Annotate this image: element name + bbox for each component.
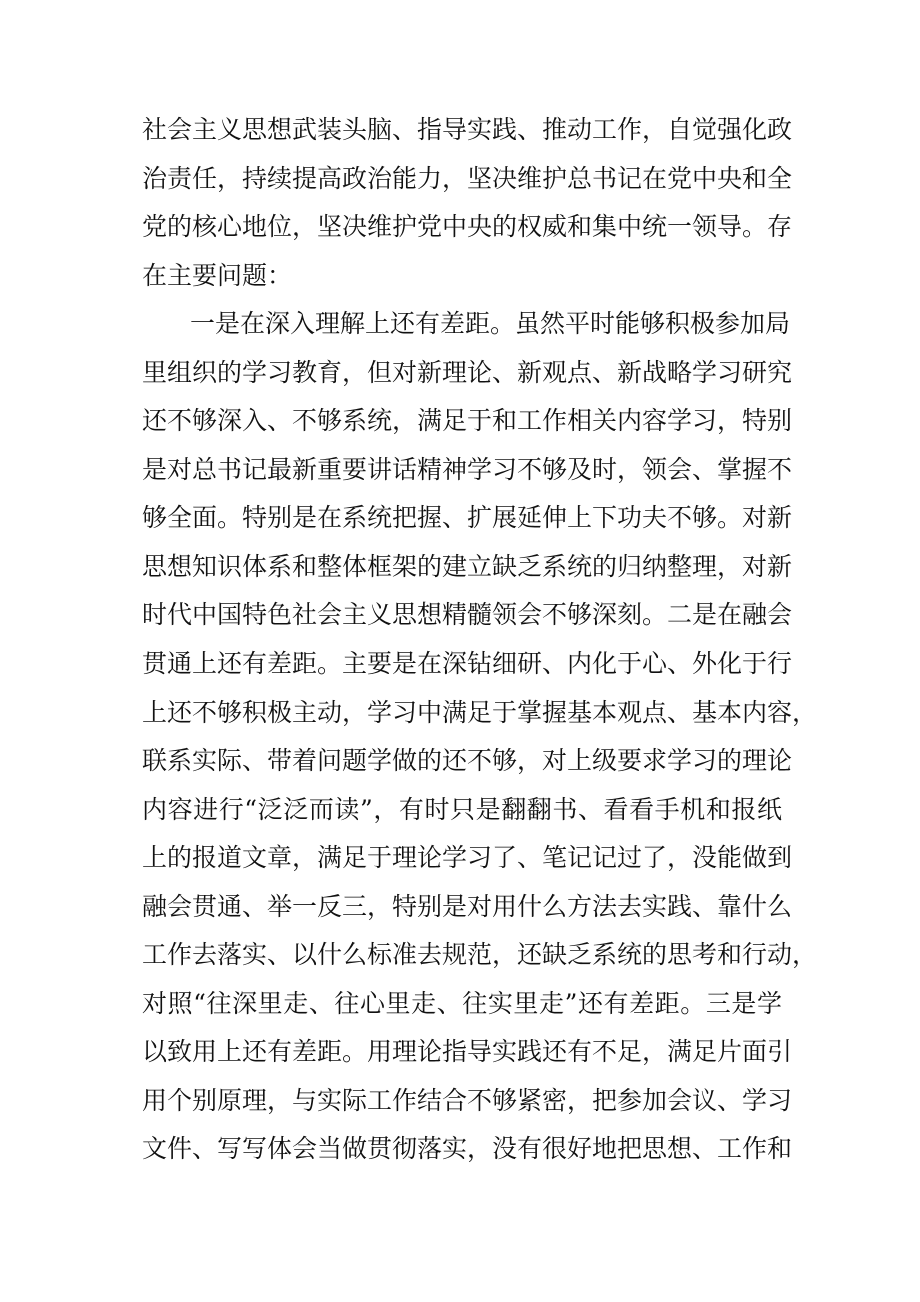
paragraph-first-line: 一是在深入理解上还有差距。虽然平时能够积极参加局 (190, 309, 791, 339)
body-text (142, 106, 818, 1174)
text-line: 在主要问题： (142, 260, 293, 290)
text-line: 社会主义思想武装头脑、指导实践、推动工作，自觉强化政 (142, 115, 793, 144)
text-line: 够全面。特别是在系统把握、扩展延伸上下功夫不够。对新 (142, 503, 793, 533)
text-line: 党的核心地位，坚决维护党中央的权威和集中统一领导。存 (142, 212, 793, 242)
text-line: 还不够深入、不够系统，满足于和工作相关内容学习，特别 (142, 406, 793, 436)
text-line: 融会贯通、举一反三，特别是对用什么方法去实践、靠什么 (142, 891, 793, 921)
text-line: 联系实际、带着问题学做的还不够，对上级要求学习的理论 (142, 746, 793, 776)
text-line: 时代中国特色社会主义思想精髓领会不够深刻。二是在融会 (142, 600, 793, 630)
text-line: 对照“往深里走、往心里走、往实里走”还有差距。三是学 (142, 988, 782, 1018)
text-line: 是对总书记最新重要讲话精神学习不够及时，领会、掌握不 (142, 454, 793, 484)
text-line: 治责任，持续提高政治能力，坚决维护总书记在党中央和全 (142, 163, 793, 193)
text-line: 里组织的学习教育，但对新理论、新观点、新战略学习研究 (142, 357, 793, 387)
text-line: 思想知识体系和整体框架的建立缺乏系统的归纳整理，对新 (142, 551, 793, 581)
text-line: 文件、写写体会当做贯彻落实，没有很好地把思想、工作和 (142, 1134, 793, 1164)
text-line: 上还不够积极主动，学习中满足于掌握基本观点、基本内容， (142, 697, 818, 727)
text-line: 工作去落实、以什么标准去规范，还缺乏系统的思考和行动， (142, 940, 818, 970)
text-line: 用个别原理，与实际工作结合不够紧密，把参加会议、学习 (142, 1085, 793, 1115)
text-line: 贯通上还有差距。主要是在深钻细研、内化于心、外化于行 (142, 649, 793, 679)
text-line: 内容进行“泛泛而读”，有时只是翻翻书、看看手机和报纸 (142, 794, 782, 824)
text-line: 上的报道文章，满足于理论学习了、笔记记过了，没能做到 (142, 843, 793, 873)
text-line: 以致用上还有差距。用理论指导实践还有不足，满足片面引 (142, 1037, 793, 1067)
